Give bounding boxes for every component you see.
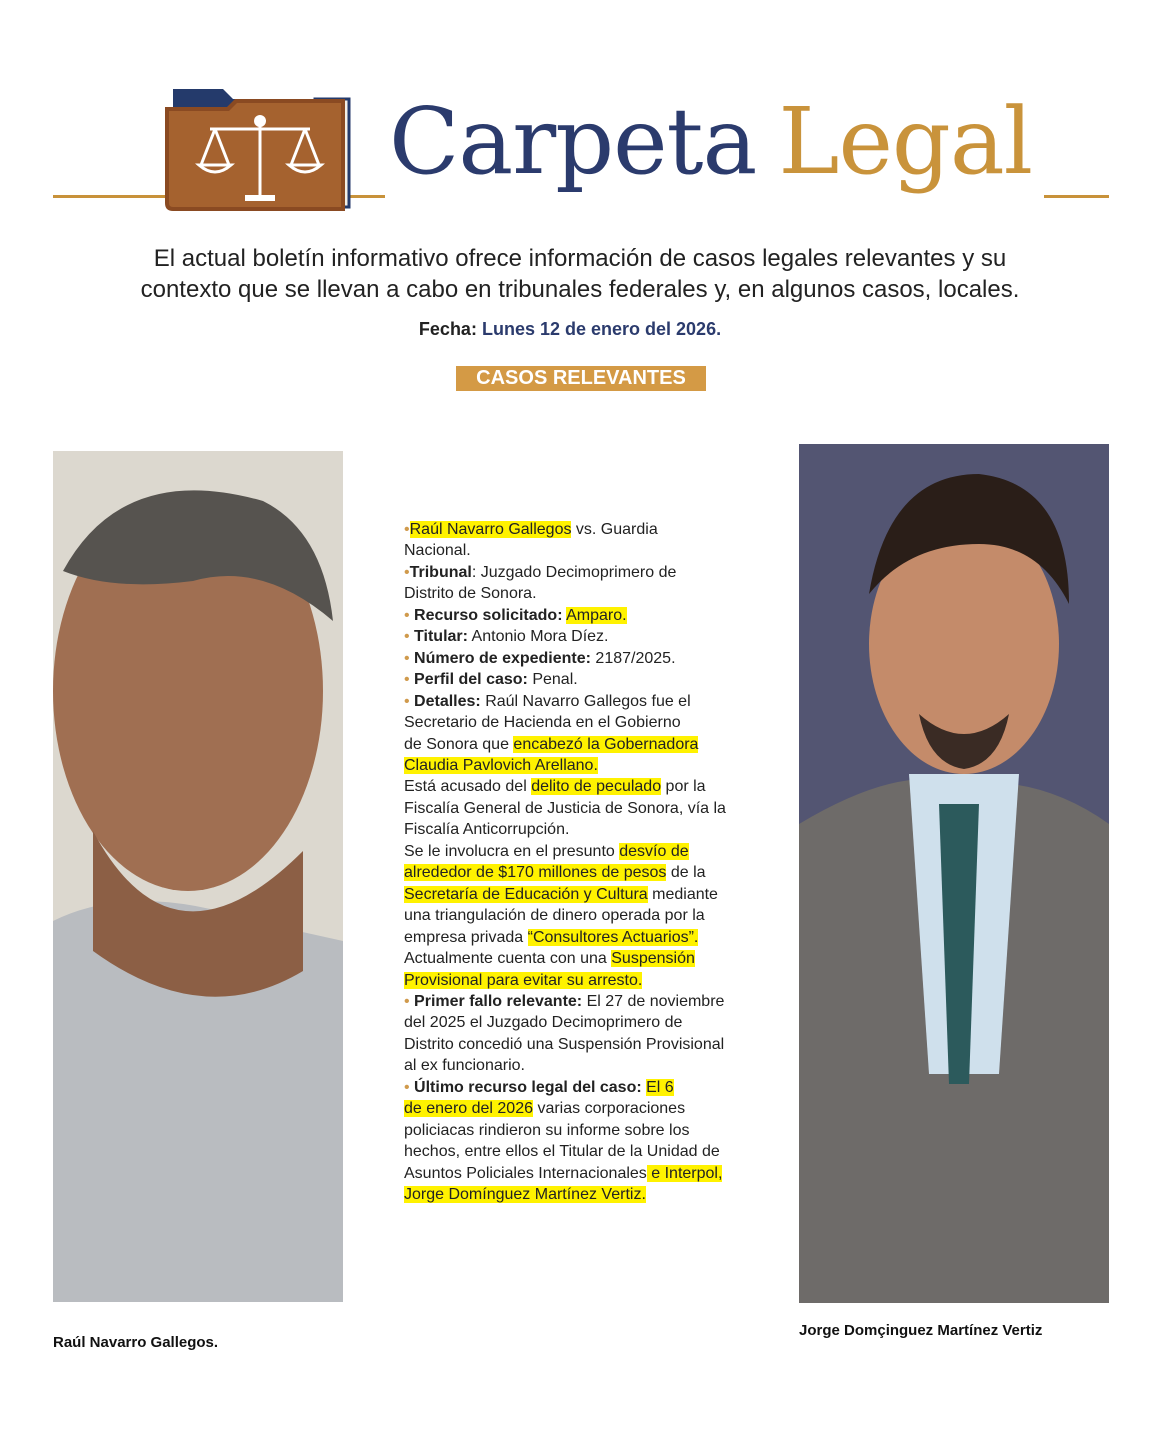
case-line xyxy=(404,648,754,669)
case-text: Fiscalía General de Justicia de Sonora, vía la xyxy=(404,799,726,817)
intro-line: El actual boletín informativo ofrece información de casos legales relevantes y su xyxy=(153,245,1007,272)
bullet-icon: • xyxy=(404,992,415,1010)
case-line xyxy=(404,605,754,626)
case-line xyxy=(404,691,754,712)
case-text: : Juzgado Decimoprimero de xyxy=(471,563,677,581)
bullet-icon: • xyxy=(404,628,415,646)
case-line xyxy=(404,755,754,776)
case-line xyxy=(404,841,754,862)
date-label: Fecha: xyxy=(418,319,477,339)
case-line xyxy=(404,626,754,647)
highlighted-text: desvío de xyxy=(619,842,689,860)
case-text: Se le involucra en el presunto xyxy=(404,842,620,860)
case-line xyxy=(404,562,754,583)
case-details xyxy=(404,519,754,1206)
photo-jorge-dominguez xyxy=(799,444,1109,1303)
case-line xyxy=(404,1141,754,1162)
case-text: de Sonora que xyxy=(404,735,514,753)
highlighted-text: delito de peculado xyxy=(531,778,662,796)
case-line xyxy=(404,540,754,561)
field-label: Último recurso legal del caso: xyxy=(414,1078,642,1096)
highlighted-text: “Consultores Actuarios”. xyxy=(527,928,699,946)
case-text: del 2025 el Juzgado Decimoprimero de xyxy=(404,1014,683,1032)
case-line xyxy=(404,798,754,819)
highlighted-text: Raúl Navarro Gallegos xyxy=(409,521,572,538)
case-line xyxy=(404,905,754,926)
field-label: Tribunal xyxy=(409,563,472,581)
case-text: Secretario de Hacienda en el Gobierno xyxy=(404,714,681,732)
intro-line: contexto que se llevan a cabo en tribunales federales y, en algunos casos, locales. xyxy=(140,276,1020,303)
case-line xyxy=(404,1098,754,1119)
case-text: de la xyxy=(666,864,706,882)
field-label: Titular: xyxy=(414,628,468,646)
case-text: Antonio Mora Díez. xyxy=(467,628,609,646)
case-text: vs. Guardia xyxy=(571,521,658,538)
case-line xyxy=(404,991,754,1012)
newsletter-title xyxy=(385,82,1044,202)
case-text: Nacional. xyxy=(404,542,471,560)
highlighted-text: Suspensión xyxy=(611,950,695,968)
intro-text xyxy=(60,243,1100,305)
bullet-icon: • xyxy=(404,606,415,624)
case-line xyxy=(404,1077,754,1098)
caption-right: Jorge Domçinguez Martínez Vertiz xyxy=(799,1322,1043,1339)
case-line xyxy=(404,884,754,905)
caption-left: Raúl Navarro Gallegos. xyxy=(53,1334,219,1351)
field-label: Perfil del caso: xyxy=(414,671,528,689)
highlighted-text: El 6 xyxy=(646,1078,674,1096)
case-text: Actualmente cuenta con una xyxy=(404,950,612,968)
date-line xyxy=(0,319,1140,340)
highlighted-text: Jorge Domínguez Martínez Vertiz. xyxy=(404,1186,646,1204)
case-text: empresa privada xyxy=(404,928,528,946)
highlighted-text: Provisional para evitar su arresto. xyxy=(404,971,643,989)
case-text: varias corporaciones xyxy=(533,1100,686,1118)
highlighted-text: Amparo. xyxy=(566,606,627,624)
case-line xyxy=(404,948,754,969)
case-text: Fiscalía Anticorrupción. xyxy=(404,821,570,839)
field-label: Primer fallo relevante: xyxy=(414,992,583,1010)
highlighted-text: e Interpol, xyxy=(646,1164,723,1182)
case-line xyxy=(404,583,754,604)
bullet-icon: • xyxy=(404,521,410,538)
field-label: Recurso solicitado: xyxy=(414,606,563,624)
title-carpeta: Carpeta xyxy=(389,88,757,195)
case-line xyxy=(404,776,754,797)
case-line xyxy=(404,1055,754,1076)
field-label: Número de expediente: xyxy=(414,649,591,667)
case-line xyxy=(404,712,754,733)
photo-raul-navarro xyxy=(53,451,343,1302)
case-text: mediante xyxy=(647,885,718,903)
field-label: Detalles: xyxy=(414,692,481,710)
bullet-icon: • xyxy=(404,1078,415,1096)
highlighted-text: encabezó la Gobernadora xyxy=(513,735,699,753)
case-line xyxy=(404,1034,754,1055)
section-badge: CASOS RELEVANTES xyxy=(456,366,706,391)
case-text: al ex funcionario. xyxy=(404,1057,525,1075)
case-text: Asuntos Policiales Internacionales xyxy=(404,1164,647,1182)
bullet-icon: • xyxy=(404,563,410,581)
case-line xyxy=(404,1163,754,1184)
case-text: Raúl Navarro Gallegos fue el xyxy=(480,692,691,710)
case-text: policiacas rindieron su informe sobre los xyxy=(404,1121,690,1139)
case-text: 2187/2025. xyxy=(590,649,676,667)
case-line xyxy=(404,970,754,991)
highlighted-text: Claudia Pavlovich Arellano. xyxy=(404,756,598,774)
case-line xyxy=(404,1120,754,1141)
case-text: por la xyxy=(661,778,706,796)
case-line xyxy=(404,734,754,755)
case-text: Penal. xyxy=(527,671,578,689)
case-line xyxy=(404,819,754,840)
case-text: Está acusado del xyxy=(404,778,532,796)
case-line xyxy=(404,519,754,540)
highlighted-text: Secretaría de Educación y Cultura xyxy=(404,885,648,903)
bullet-icon: • xyxy=(404,649,415,667)
case-text: Distrito de Sonora. xyxy=(404,585,537,603)
bullet-icon: • xyxy=(404,692,415,710)
date-value: Lunes 12 de enero del 2026. xyxy=(481,319,722,339)
bullet-icon: • xyxy=(404,671,415,689)
title-legal: Legal xyxy=(778,88,1033,195)
case-text: Distrito concedió una Suspensión Provisional xyxy=(404,1035,725,1053)
case-line xyxy=(404,1012,754,1033)
folder-scales-icon xyxy=(165,85,351,213)
highlighted-text: de enero del 2026 xyxy=(404,1100,533,1118)
case-text: una triangulación de dinero operada por la xyxy=(404,907,705,925)
case-line xyxy=(404,669,754,690)
case-text: El 27 de noviembre xyxy=(582,992,725,1010)
case-line xyxy=(404,1184,754,1205)
highlighted-text: alrededor de $170 millones de pesos xyxy=(404,864,667,882)
case-line xyxy=(404,862,754,883)
case-line xyxy=(404,927,754,948)
case-text: hechos, entre ellos el Titular de la Unidad de xyxy=(404,1143,720,1161)
